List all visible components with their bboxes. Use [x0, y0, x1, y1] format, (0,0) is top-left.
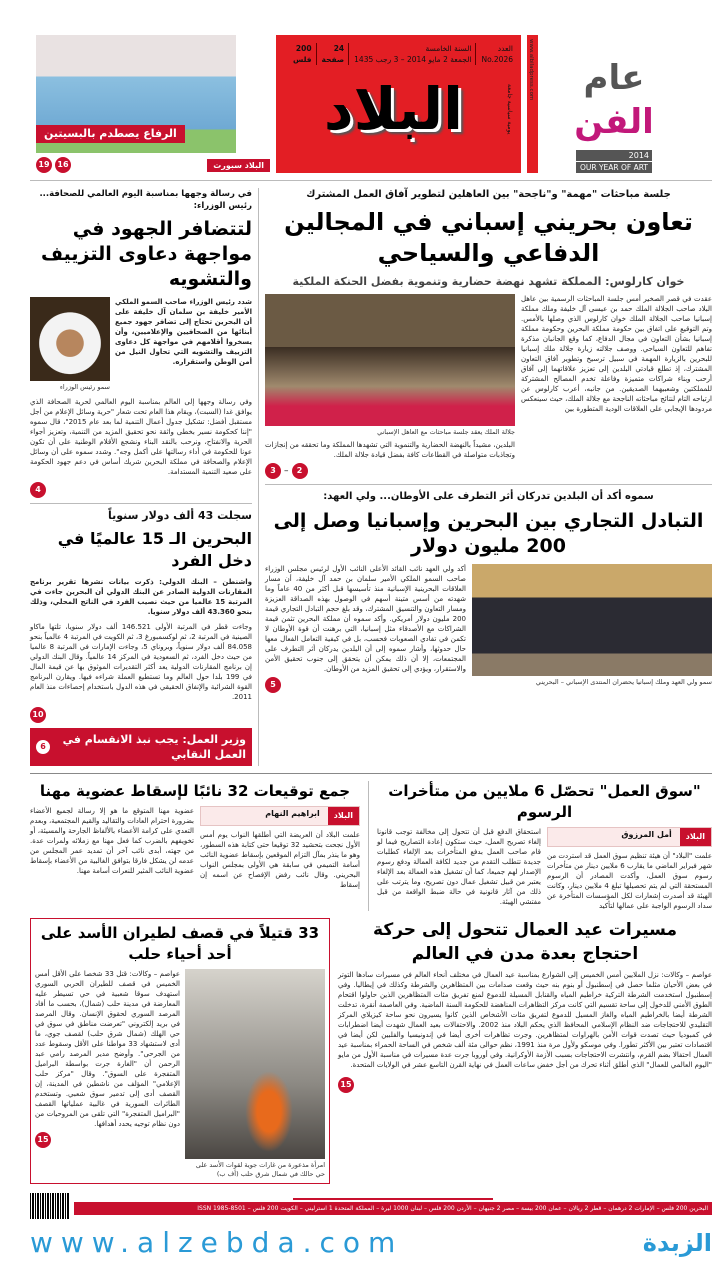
trade-body: أكد ولي العهد نائب القائد الأعلى النائب الأول لرئيس مجلس الوزراء صاحب السمو الملكي الأمير سلمان بن حمد آل خليفة، أن مسار العلاقات البحرينية الإسبانية منذ تأسيسها قبل أكثر من 40 عاماً وما شهدته من أسس متينة أسهم في الوصول بهذه الصداقة العزيزة ومسار التعاون والتنسيق المشترك، وقد بلغ حجم التبادل التجاري قيمة 200 مليون دولار أمريكي. وأكد سموه أن مملكة البحرين تثمن قيمة الشراكات مع الأصدقاء مثل إسبانيا، التي برهنت أن قوة الأوطان لا تكمن في تفادي الصعوبات فحسب، بل في كيفية التعامل الفعال معها حال حدوثها، وأشار سموه إلى أن البلدين يدركان أثر التطرف على المجتمعات، إلا أن ذلك يمكن أن يتحقق إلى جنوب تحقيق الأمن والاستقرار، ويؤدي إلى تحقيق المزيد من الأوطان. — [265, 565, 466, 673]
mps-col2: عضوية مهنا المتوقع ما هو إلا رسالة لجميع الأعضاء بضرورة احترام العادات والتقاليد والقيم المجتمعية، وبعدم التعدي على كرامة الأعضاء بالألفاظ الجارحة والمسيئة، أو تخويفهم بالضرب كما فعل مهنا مع زملائه ولمرات عدة. من جهته، أبدى نائب آخر أن تمديد عمر المجلس من عدمه لن يشكل فارقا بتوافق الغالبية من الأعضاء بإسقاط عضوية النائب المثير للنعرات أسامة مهنا. — [30, 807, 194, 875]
lead-body: عقدت في قصر الصخير أمس جلسة المباحثات الرسمية بين عاهل البلاد صاحب الجلالة الملك حمد بن عيسى آل خليفة وملك مملكة إسبانيا صاحب الجلالة الملك خوان كارلوس الذي وصلها بالأمس. وتم التوقيع على اتفاق بين حكومة مملكة البحرين وحكومة مملكة إسبانيا بشأن التعاون في مجال الدفاع، كما وقع الجانبان مذكرة تفاهم للتعاون السياحي. ووصف جلالته زيارة جلالة ملك إسبانيا للبحرين بالزيارة المهمة في سبيل ترسيخ وتطوير آفاق التعاون المشترك، إذ تطلع قيادتي البلدين إلى تعزيز علاقاتهما إلى آفاق أرحب وبناء شراكات متميزة وفاعلة تخدم المصالح المشتركة للمملكتين وشعبيهما الصديقين. من جانبه، أعرب كارلوس عن ارتياحه التام لنتائج مباحثاته الناجحة مع جلالة الملك، حيث سينعكس مردودها الإيجابي على العلاقات الودية المتطورة بين — [521, 295, 712, 413]
art-calligraphy: عام الفن — [544, 50, 684, 150]
left-column — [30, 188, 252, 766]
pm-headline[interactable]: لتتضافر الجهود في مواجهة دعاوى التزييف والتشويه — [40, 218, 252, 290]
mps-story — [30, 781, 360, 911]
divider — [30, 503, 252, 504]
column-divider — [258, 188, 259, 766]
middle-row — [30, 781, 712, 911]
watermark-url: www.alzebda.com — [30, 1226, 404, 1259]
prices: البحرين 200 فلس – الإمارات 2 درهمان – قطر 2 ريالان – عمان 200 بيسة – مصر 2 جنيهان – الأردن 200 فلس – لبنان 1000 ليرة – المملكة المتحدة 1 استرليني – الكويت 200 فلس — [252, 1204, 708, 1212]
page-ref[interactable]: 19 — [36, 157, 52, 173]
mps-right — [200, 806, 360, 890]
labor-minister-banner[interactable] — [30, 728, 252, 766]
page-ref[interactable]: 15 — [338, 1077, 354, 1093]
issue-number: No.2026 — [481, 55, 513, 64]
lead-kicker: جلسة مباحثات "مهمة" و"ناجحة" بين العاهلين لتطوير آفاق العمل المشترك — [306, 189, 671, 200]
aleppo-box — [30, 918, 330, 1184]
watermark-row — [30, 1226, 712, 1260]
lead-page-refs: 3 – 2 — [265, 463, 515, 479]
fees-byline — [547, 827, 712, 847]
sports-footer — [36, 157, 270, 173]
newspaper-logo[interactable]: البلاد — [323, 75, 464, 143]
pm-photo-caption: سمو رئيس الوزراء — [59, 383, 110, 391]
art-slogan: OUR YEAR OF ART — [576, 162, 652, 173]
footer-prices: البحرين 200 فلس – الإمارات 2 درهمان – قطر 2 ريالان – عمان 200 بيسة – مصر 2 جنيهان – الأردن 200 فلس – لبنان 1000 ليرة – المملكة المتحدة 1 استرليني – الكويت 200 فلس – ISSN 1985-8501 — [74, 1202, 712, 1215]
pages-count: 24 — [333, 44, 345, 53]
website-strip — [527, 35, 538, 173]
lead-photo[interactable] — [265, 294, 515, 426]
pm-kicker: في رسالة وجهها بمناسبة اليوم العالمي للصحافة... رئيس الوزراء: — [39, 189, 252, 211]
pm-body: وفي رسالة وجهها إلى العالم بمناسبة اليوم العالمي لحرية الصحافة الذي يوافق غدا (السبت)، ويقام هذا العام تحت شعار "حرية وسائل الإعلام من أجل مستقبل أفضل: تشكيل جدول أعمال التنمية لما بعد عام 2015"، قال سموه "إننا كحكومة نسير بخطى واثقة نحو تحقيق المزيد من التنمية، وتعزيز أجواء الحرية والانفتاح، ونرحب بالنقد البناء ونشجع الأقلام الوطنية على أن تكون عونا للحكومة في أداء رسالتها على أكمل وجه". وشدد سموه على أن وسائل الإعلام والصحافة في مملكة البحرين شريك أساس في دعم جهود الحكومة على صعيد التنمية المستدامة. — [30, 398, 252, 476]
price: 200 — [295, 44, 312, 53]
footer-strip — [74, 1198, 712, 1215]
fees-content — [377, 827, 712, 911]
pm-photo[interactable] — [30, 297, 110, 381]
divider — [30, 773, 712, 774]
lead-subhead: خوان كارلوس: المملكة تشهد نهضة حضارية وتنموية بفضل الحنكة الملكية — [292, 275, 685, 288]
website-url[interactable]: www.albiladpress.com — [528, 39, 534, 101]
year-label: السنة الخامسة — [425, 44, 472, 53]
aleppo-headline[interactable]: 33 قتيلاً في قصف لطيران الأسد على أحد أحياء حلب — [40, 924, 320, 963]
aleppo-text — [35, 969, 180, 1148]
footer-row — [30, 1193, 712, 1219]
trade-kicker: سموه أكد أن البلدين تدركان أثر التطرف على الأوطان... ولي العهد: — [323, 491, 654, 502]
mps-col1: علمت البلاد أن العريضة التي أطلقها النواب يوم أمس الأول نجحت بتحشيد 32 توقيعا حتى كتابة هذه السطور، وهو ما ينذر بمآل التزام الموقعين بإسقاط عضوية النائب أسامة التميمي في سابقة هي الأولى بمجلس النواب البحريني. وقال نائب رفض الإفصاح عن اسمه إن إسقاط — [200, 831, 360, 889]
trade-headline[interactable]: التبادل التجاري بين البحرين وإسبانيا وصل إلى 200 مليون دولار — [273, 510, 704, 557]
date: الجمعة 2 مايو 2014 – 3 رجب 1435 — [354, 55, 472, 64]
mps-byline — [200, 806, 360, 826]
main-row — [30, 188, 712, 766]
trade-page-refs — [265, 677, 466, 693]
pm-page-refs — [30, 482, 252, 498]
lead-body-continued: البلدين، مشيداً بالنهضة الحضارية والتنموية التي تشهدها المملكة وما تحققه من إنجازات وتجاذبات متواصلة في القطاعات كافة بفضل قيادة جلالة الملك. — [265, 441, 515, 459]
fees-headline[interactable]: "سوق العمل" تحصّل 6 ملايين من متأخرات الرسوم — [388, 782, 701, 821]
author[interactable]: أمل المرزوق — [621, 830, 672, 839]
divider — [30, 180, 712, 181]
issue-label: العدد — [497, 44, 513, 53]
aleppo-body: عواصم – وكالات: قتل 33 شخصا على الأقل أمس الخميس في قصف للطيران الحربي السوري استهدف سوقا شعبية في حي تسيطر عليه المعارضة في مدينة حلب (شمال)، بحسب ما أفاد المرصد السوري لحقوق الإنسان. وقال المرصد في بريد إلكتروني "تعرضت مناطق في سوق في حي الهلك (شمال شرق حلب) لقصف جوي، ما أدى لاستشهاد 33 مواطنا على الأقل وسقوط عدد من الجرحى". وأوضح مدير المرصد رامي عبد الرحمن أن "الغارة جرت بواسطة البراميل المتفجرة على السوق". وقال "مركز حلب الإعلامي" المؤلف من ناشطين في المدينة، إن القصف أدى إلى تدمير سوق شعبي. وتستخدم الطائرات السورية في غالبية عملياتها القصف "البراميل المتفجرة" التي تلقى من المروحيات من دون نظام توجيه يحدد أهدافها. — [35, 970, 180, 1128]
mayday-headline[interactable]: مسيرات عيد العمال تتحول إلى حركة احتجاج بعدة مدن في العالم — [373, 920, 677, 964]
aleppo-photo-block — [185, 969, 325, 1179]
income-headline[interactable]: البحرين الـ 15 عالميًا في دخل الفرد — [57, 529, 252, 570]
page-ref[interactable]: 15 — [35, 1132, 51, 1148]
trade-text — [265, 564, 466, 693]
sports-section-tag[interactable]: البلاد سبورت — [207, 159, 270, 172]
watermark-logo: الزبدة — [642, 1229, 712, 1257]
lead-photo-block — [265, 294, 515, 479]
fees-col2: استحقاق الدفع قبل أن تتحول إلى مخالفة توجب قانونا إلغاء تصريح العمل، حيث ستكون إعادة التصاريح فيما لو قام صاحب العمل بدفع المتأخرات بعد الإلغاء كطلبات جديدة تتطلب التقدم من جديد لكافة العمالة ودفع رسوم الإصدار لهم جميعا، كما أن تشغيل هذه العمالة بعد الإلغاء يعتبر من قبيل تشغيل عمال دون تصريح، وما يترتب على ذلك من آثار قانونية في حالة ضبط الواقعة من قبل مفتشي الهيئة. — [377, 828, 541, 906]
byline-tag: البلاد — [328, 807, 359, 825]
aleppo-photo[interactable] — [185, 969, 325, 1159]
pages-label: صفحة — [321, 55, 345, 64]
page-ref[interactable]: 10 — [30, 707, 46, 723]
banner-text: وزير العمل: يجب نبذ الانقسام في العمل النقابي — [62, 733, 246, 761]
trade-photo-block — [472, 564, 712, 687]
issn: ISSN 1985-8501 — [197, 1204, 246, 1212]
income-body: وجاءت قطر في المرتبة الأولى 146.521 ألف دولار سنويا، تلتها ماكاو الصينية في المرتبة 2، ثم لوكسمبورغ 3، ثم الكويت في المرتبة 4 عالمياً بنحو 84.058 ألف دولار سنوياً، وبروناي 5، وجاءت الإمارات في المرتبة 8 عالميا من حيث دخل الفرد، ثم السعودية في المركز 14 عالمياً. وقال البنك الدولي إن برنامج المقارنات الدولية يعد أكثر التقديرات الموثوق بها عن قيمة المال في 199 بلدا حول العالم وما تستطيع العملة شراءه فيها. ويقارن البرنامج القوة الشرائية والإنفاق الحقيقي في هذه الدول باستخدام إحصاءات منذ العام 2011. — [30, 623, 253, 701]
income-page-refs — [30, 707, 252, 723]
pm-lede: شدد رئيس الوزراء صاحب السمو الملكي الأمير خليفة بن سلمان آل خليفة على أن البحرين تحتاج إلى تضافر جهود جميع أبنائها من الصحافيين والإعلاميين، وأن يسخروا أقلامهم في مواجهة كل دعاوى التزييف والتشويه التي تحاول النيل من أمن الوطن واستقراره. — [115, 298, 252, 366]
mayday-body: عواصم – وكالات: نزل الملايين أمس الخميس إلى الشوارع بمناسبة عيد العمال في مختلف أنحاء العالم في مسيرات سادها التوتر في بعض الأحيان مثلما حصل في إسطنبول أو بنوم بنه حيث وقعت صدامات بين المتظاهرين والشرطة وكذلك في إيطاليا. وفي إسطنبول استخدمت الشرطة التركية خراطيم المياه والقنابل المسيلة للدموع لمنع تفريق مئات المتظاهرين الذين حاولوا اقتحام الطوق الأمني للدخول إلى ساحة تقسيم التي كانت مركز التظاهرات المناهضة للحكومة السنة الماضية. وفي العاصمة أنقرة، تدخلت الشرطة أيضا بالخراطيم المياه والغاز المسيل للدموع لتفريق مئات الأشخاص الذين كانوا يسيرون نحو ساحة كيزيلاي المركز التقليدي للاحتجاجات ضد النظام الإسلامي المحافظ الذي يحكم البلاد منذ 2002. والاحتفالات بعيد العمال شهدت أيضا اضطرابات في كمبوديا حيث تصدت قوات الأمن بالهراوات لمتظاهرين. وجرت تظاهرات أخرى أيضا في إندونيسيا والفلبين لكن أيضا في اقتصادات تعتبر بين الأكثر تطورا. وفي موسكو ولأول مرة منذ 1991، نظم حوالى مئة ألف شخص في الساحة الحمراء بمناسبة عيد العمال احتفالا بضم القرم، وانتشرت الاحتجاجات بسبب الأزمة الأوكرانية. وفي أوروبا جرت عدة مسيرات في مناسبة الأول من مايو "اليوم العالمي للعمال" الذي أطلق أثناء تحرك من أجل خفض ساعات العمل في نهاية القرن التاسع عشر في الولايات المتحدة. — [338, 971, 712, 1069]
fees-story — [377, 781, 712, 911]
trade-photo[interactable] — [472, 564, 712, 676]
page-ref[interactable]: 4 — [30, 482, 46, 498]
aleppo-content — [35, 969, 325, 1179]
sports-caption: الرفاع يصطدم بالبسيتين — [36, 125, 185, 143]
byline-tag: البلاد — [680, 828, 711, 846]
sports-page-refs — [36, 157, 71, 173]
page-ref[interactable]: 6 — [36, 740, 50, 754]
trade-photo-caption: سمو ولي العهد وملك إسبانيا يحضران المنتدى الإسباني – البحريني — [535, 678, 712, 686]
year-of-art-logo — [544, 35, 684, 173]
mayday-page-refs — [338, 1077, 712, 1093]
sports-photo[interactable] — [36, 35, 236, 153]
lead-headline[interactable]: تعاون بحريني إسباني في المجالين الدفاعي والسياحي — [284, 208, 693, 267]
page-ref[interactable]: 2 — [292, 463, 308, 479]
page-ref[interactable]: 3 — [265, 463, 281, 479]
lead-content — [265, 294, 712, 479]
trade-content — [265, 564, 712, 693]
fees-right — [547, 827, 712, 911]
mps-headline[interactable]: جمع توقيعات 32 نائبًا لإسقاط عضوية مهنا — [39, 782, 351, 800]
tagline: يومية سياسية جامعة — [506, 83, 513, 135]
divider — [265, 484, 712, 485]
logo-row — [284, 67, 513, 151]
page-ref[interactable]: 16 — [55, 157, 71, 173]
page-ref[interactable]: 5 — [265, 677, 281, 693]
pm-photo-block — [30, 297, 110, 392]
aleppo-page-refs — [35, 1132, 180, 1148]
mps-content — [30, 806, 360, 890]
barcode — [30, 1193, 70, 1219]
header-row — [30, 35, 712, 173]
mayday-story — [338, 918, 712, 1093]
price-label: فلس — [292, 55, 312, 64]
art-year: 2014 — [576, 150, 652, 161]
bottom-row — [30, 918, 712, 1184]
lead-photo-caption: جلالة الملك يعقد جلسة مباحثات مع العاهل الإسباني — [377, 428, 515, 436]
issue-info — [284, 43, 513, 65]
income-kicker: سجلت 43 ألف دولار سنوياً — [108, 509, 252, 522]
income-lede: واشنطن – البنك الدولي: ذكرت بيانات نشرها تقرير برنامج المقارنات الدولية الصادر عن البنك الدولي أن البحرين جاءت في المرتبة 15 عالميا من حيث نصيب الفرد في الناتج المحلي، وذلك بنحو 43.360 ألف دولار سنويا. — [30, 578, 252, 616]
footer-top-line — [293, 1198, 493, 1200]
fees-col1: علمت "البلاد" أن هيئة تنظيم سوق العمل قد استردت من شهر فبراير الماضي ما يقارب 6 ملايين دينار من متأخرات رسوم سوق العمل، وأكدت المصادر أن الرسوم المستحقة التي لم يتم تحصيلها تبلغ 4 ملايين دينار، وكانت الهيئة قد أصدرت إشعارات لكل المؤسسات المتأخرة عن سداد الرسوم الواجبة على عمالها لتأكيد — [547, 852, 713, 910]
column-divider — [368, 781, 369, 911]
masthead — [276, 35, 521, 173]
aleppo-photo-caption: امرأة مذعورة من غارات جوية لقوات الأسد على حي حالك في شمال شرق حلب (أف ب) — [195, 1161, 325, 1178]
right-column — [265, 188, 712, 766]
sports-block — [30, 35, 270, 173]
author[interactable]: ابراهيم النهام — [265, 809, 320, 818]
pm-lede-row — [30, 297, 252, 392]
